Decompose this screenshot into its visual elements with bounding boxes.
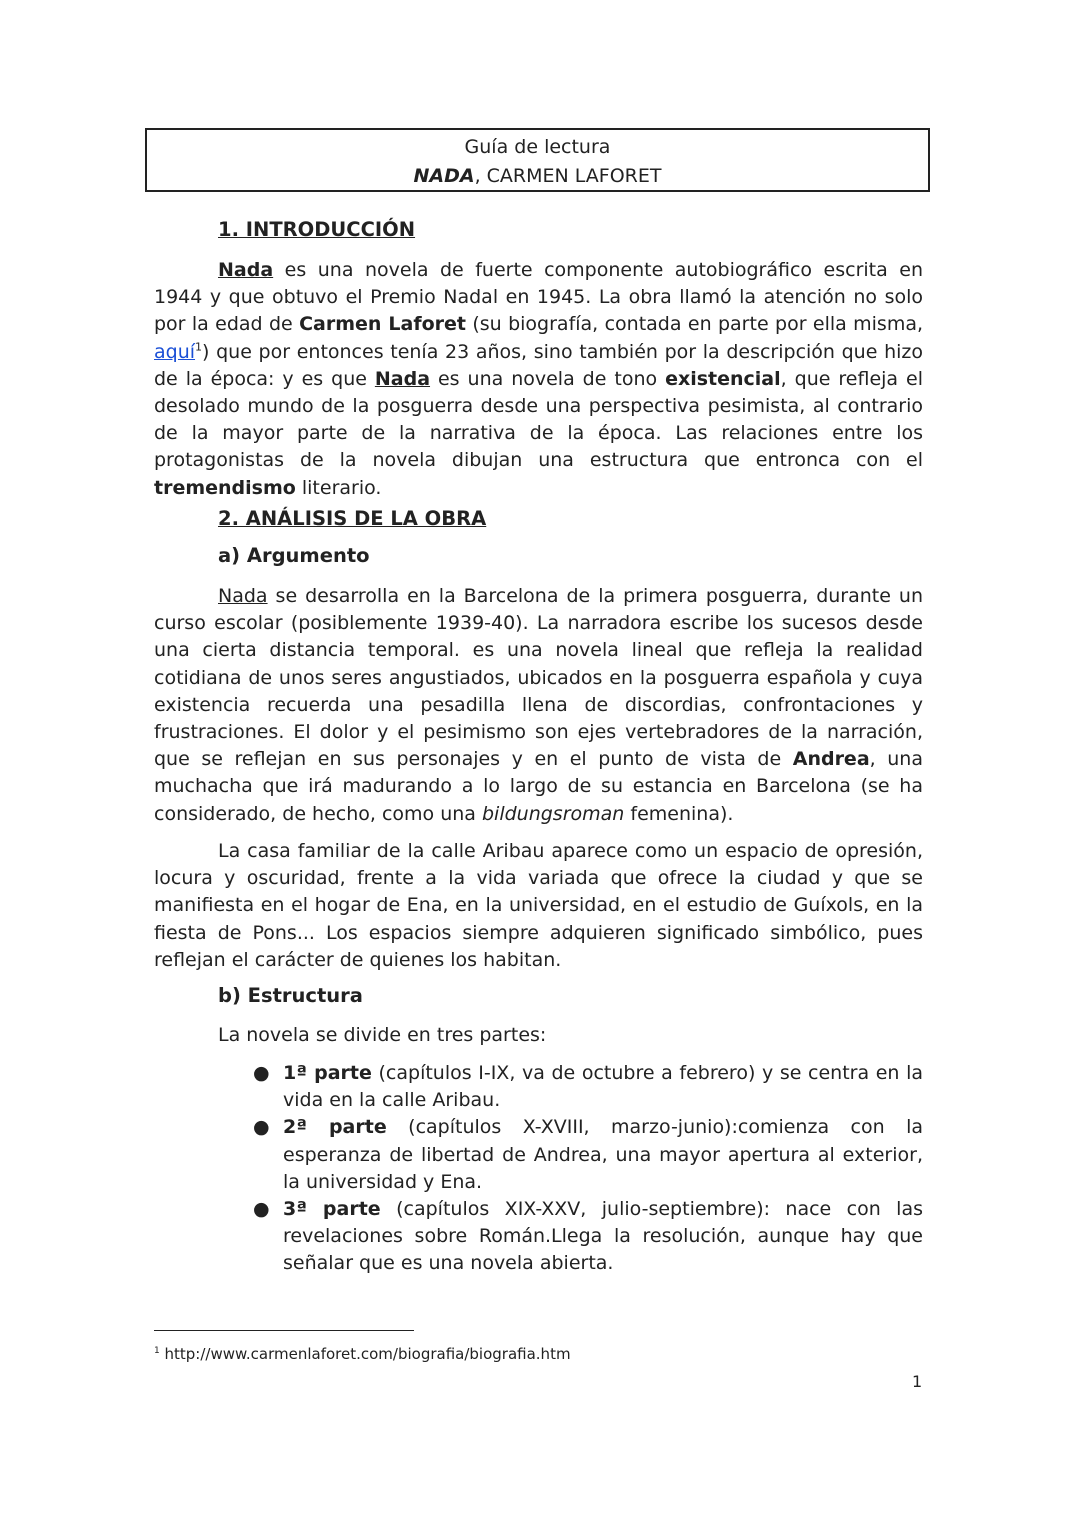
subheading-estructura: b) Estructura xyxy=(218,984,363,1007)
guide-label: Guía de lectura xyxy=(464,136,611,158)
title-box xyxy=(145,128,930,192)
list-item: ● 1ª parte (capítulos I-IX, va de octubre a febrero) y se centra en la vida en la calle Aribau. xyxy=(253,1062,923,1112)
bullet-icon: ● xyxy=(253,1116,270,1139)
intro-section xyxy=(154,257,923,502)
argumento-paragraph-1: Nada se desarrolla en la Barcelona de la primera posguerra, durante un curso escolar (posiblemente 1939-40). La narradora escribe los sucesos desde una cierta distancia temporal. es una novela lineal que refleja la realidad cotidiana de unos seres angustiados, ubicados en la posguerra española y cuya existencia recuerda una pesadilla llena de discordias, confrontaciones y frustraciones. El dolor y el pesimismo son ejes vertebradores de la narración, que se reflejan en sus personajes y en el punto de vista de Andrea, una muchacha que irá madurando a lo largo de su estancia en Barcelona (se ha considerado, de hecho, como una bildungsroman femenina). xyxy=(154,585,923,825)
footnote-divider xyxy=(154,1330,414,1331)
bullet-icon: ● xyxy=(253,1198,270,1221)
footnote xyxy=(154,1345,571,1363)
page-number: 1 xyxy=(912,1372,923,1391)
footnote-url[interactable]: http://www.carmenlaforet.com/biografia/biografia.htm xyxy=(159,1345,571,1363)
book-title-bold: NADA xyxy=(413,165,475,187)
section-heading-introduccion: 1. INTRODUCCIÓN xyxy=(218,218,416,241)
title-ref: Nada xyxy=(374,367,431,390)
book-title-author: , CARMEN LAFORET xyxy=(474,165,662,187)
footnote-mark: 1 xyxy=(154,1346,160,1356)
argumento-paragraph-2: La casa familiar de la calle Aribau aparece como un espacio de opresión, locura y oscuridad, frente a la vida variada que ofrece la ciudad y que se manifiesta en el hogar de Ena, en la universidad, en el estudio de Guíxols, en la fiesta de Pons... Los espacios siempre adquieren significado simbólico, pues reflejan el carácter de quienes los habitan. xyxy=(154,840,923,971)
intro-paragraph: Nada es una novela de fuerte componente autobiográfico escrita en 1944 y que obtuvo el Premio Nadal en 1945. La obra llamó la atención no solo por la edad de Carmen Laforet (su biografía, contada en parte por ella misma, aquí$^1$) que por entonces tenía 23 años, sino también por la descripción que hizo de la época: y es que Nada es una novela de tono existencial, que refleja el desolado mundo de la posguerra desde una perspectiva pesimista, al contrario de la mayor parte de la narrativa de la época. Las relaciones entre los protagonistas de la novela dibujan una estructura que entronca con el tremendismo literario. xyxy=(154,259,924,499)
title-ref: Nada xyxy=(218,259,274,281)
argumento-section xyxy=(154,583,923,828)
list-item: ● 3ª parte (capítulos XIX-XXV, julio-septiembre): nace con las revelaciones sobre Román.Llega la resolución, aunque hay que señalar que es una novela abierta. xyxy=(253,1198,924,1275)
section-heading-analisis: 2. ANÁLISIS DE LA OBRA xyxy=(218,507,487,530)
footnote-ref[interactable]: 1 xyxy=(195,340,203,354)
book-title xyxy=(147,162,928,191)
parts-list xyxy=(253,1060,924,1278)
argumento-section-2 xyxy=(154,838,923,974)
subheading-argumento: a) Argumento xyxy=(218,544,370,567)
author-name: Carmen Laforet xyxy=(299,313,466,336)
list-item: ● 2ª parte (capítulos X-XVIII, marzo-junio):comienza con la esperanza de libertad de Andrea, una mayor apertura al exterior, la universidad y Ena. xyxy=(253,1116,924,1193)
biography-link[interactable]: aquí xyxy=(154,340,196,363)
estructura-intro: La novela se divide en tres partes: xyxy=(218,1024,547,1046)
bullet-icon: ● xyxy=(253,1062,270,1084)
